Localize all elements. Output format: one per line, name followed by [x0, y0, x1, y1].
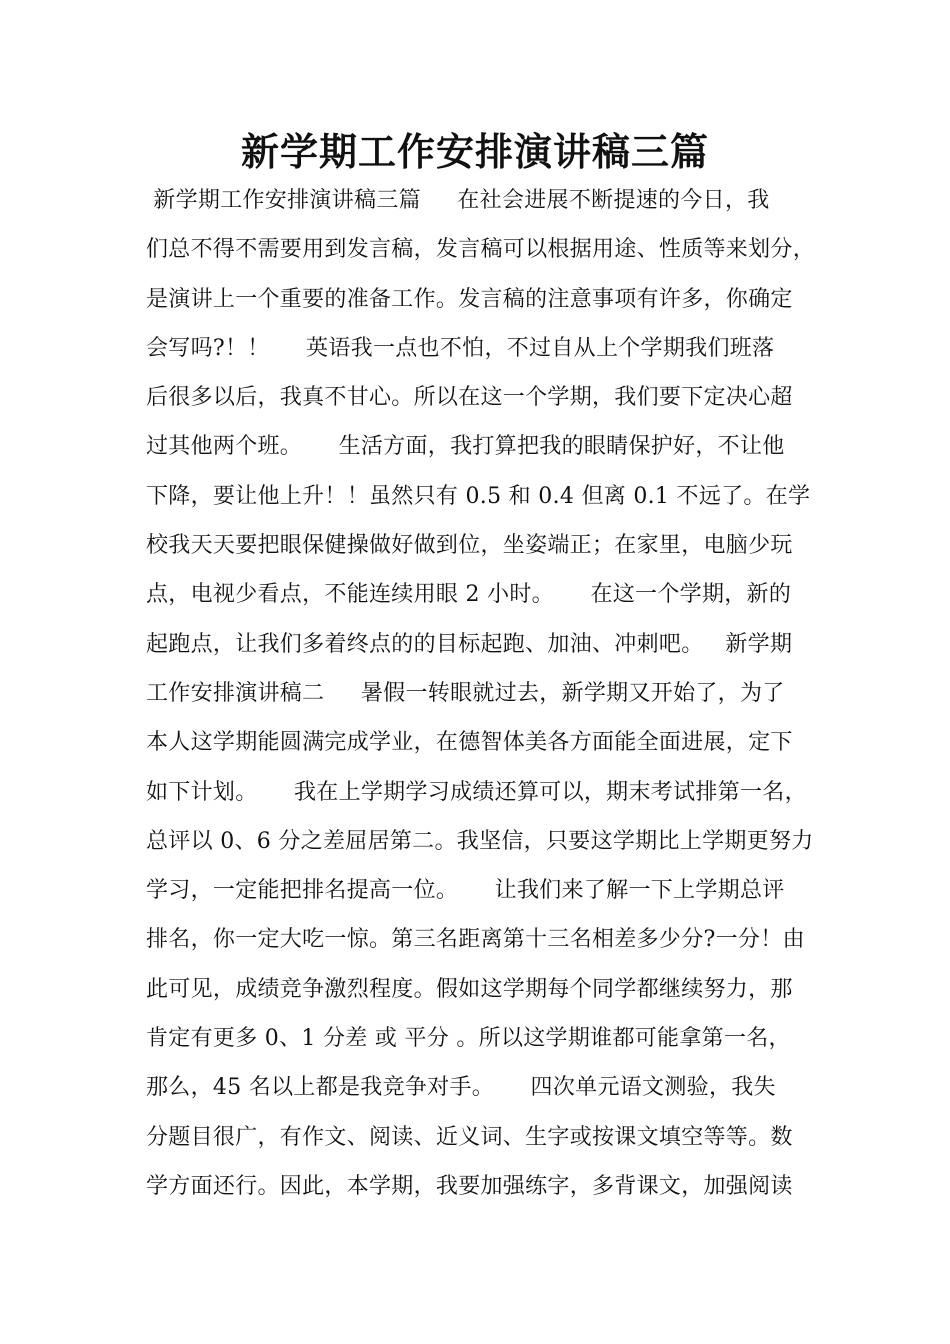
body-text-line: 过其他两个班。 生活方面，我打算把我的眼睛保护好，不让他	[146, 434, 785, 460]
body-text-line: 新学期工作安排演讲稿三篇 在社会进展不断提速的今日，我	[146, 188, 770, 213]
document-title: 新学期工作安排演讲稿三篇	[240, 129, 709, 174]
body-text-line: 学方面还行。因此，本学期，我要加强练字，多背课文，加强阅读	[146, 1173, 793, 1199]
body-text-line: 总评以 0、6 分之差屈居第二。我坚信，只要这学期比上学期更努力	[146, 828, 814, 854]
body-text-line: 后很多以后，我真不甘心。所以在这一个学期，我们要下定决心超	[146, 385, 793, 411]
body-text-line: 点，电视少看点，不能连续用眼 2 小时。 在这一个学期，新的	[146, 582, 792, 608]
body-text-line: 那么，45 名以上都是我竞争对手。 四次单元语文测验，我失	[146, 1075, 776, 1101]
body-text-line: 分题目很广，有作文、阅读、近义词、生字或按课文填空等等。数	[146, 1124, 793, 1150]
body-text-line: 本人这学期能圆满完成学业，在德智体美各方面能全面进展，定下	[146, 730, 793, 756]
body-text-line: 校我天天要把眼保健操做好做到位，坐姿端正；在家里，电脑少玩	[146, 533, 793, 559]
document-body	[146, 176, 826, 1211]
body-text-line: 们总不得不需要用到发言稿，发言稿可以根据用途、性质等来划分，	[146, 237, 816, 263]
body-text-line: 排名，你一定大吃一惊。第三名距离第十三名相差多少分?一分！由	[146, 927, 805, 953]
body-text-line: 工作安排演讲稿二 暑假一转眼就过去，新学期又开始了，为了	[146, 680, 785, 706]
body-text-line: 学习，一定能把排名提高一位。 让我们来了解一下上学期总评	[146, 878, 785, 904]
body-text-line: 会写吗?！！ 英语我一点也不怕，不过自从上个学期我们班落	[146, 335, 775, 361]
body-text-line: 是演讲上一个重要的准备工作。发言稿的注意事项有许多，你确定	[146, 286, 793, 312]
body-text-line: 下降，要让他上升！！虽然只有 0.5 和 0.4 但离 0.1 不远了。在学	[146, 483, 811, 509]
body-text-line: 如下计划。 我在上学期学习成绩还算可以，期末考试排第一名，	[146, 779, 807, 805]
body-text-line: 肯定有更多 0、1 分差 或 平分 。所以这学期谁都可能拿第一名，	[146, 1026, 791, 1052]
body-text-line: 此可见，成绩竞争激烈程度。假如这学期每个同学都继续努力，那	[146, 976, 793, 1002]
body-text-line: 起跑点，让我们多着终点的的目标起跑、加油、冲刺吧。 新学期	[146, 631, 793, 657]
